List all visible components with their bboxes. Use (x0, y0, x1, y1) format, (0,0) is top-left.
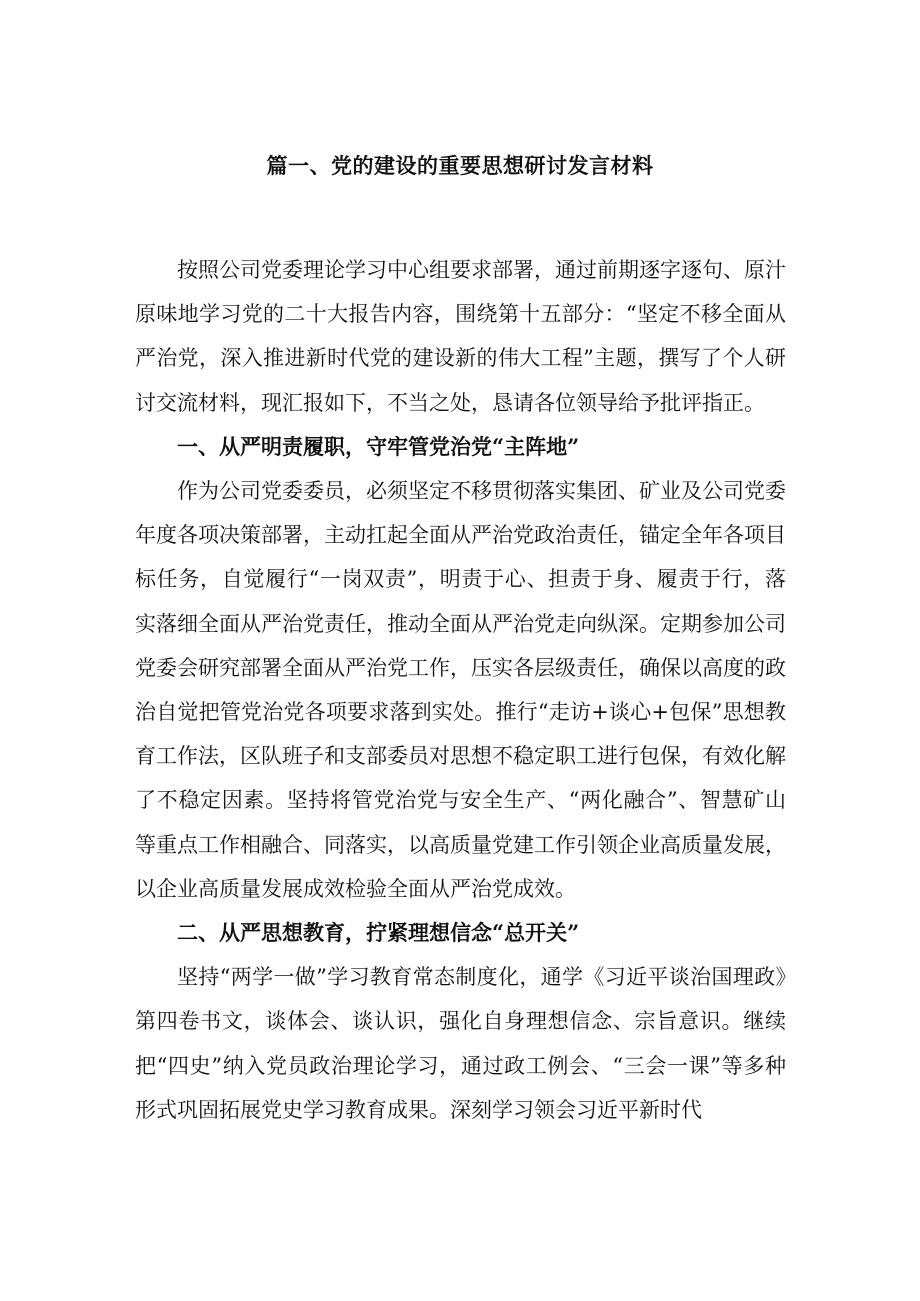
section-1-paragraph: 作为公司党委委员，必须坚定不移贯彻落实集团、矿业及公司党委年度各项决策部署，主动扛起全面从严治党政治责任，锚定全年各项目标任务，自觉履行“一岗双责”，明责于心、担责于身、履责于行，落实落细全面从严治党责任，推动全面从严治党走向纵深。定期参加公司党委会研究部署全面从严治党工作，压实各层级责任，确保以高度的政治自觉把管党治党各项要求落到实处。推行“走访+谈心+包保”思想教育工作法，区队班子和支部委员对思想不稳定职工进行包保，有效化解了不稳定因素。坚持将管党治党与安全生产、“两化融合”、智慧矿山等重点工作相融合、同落实，以高质量党建工作引领企业高质量发展，以企业高质量发展成效检验全面从严治党成效。 (135, 479, 786, 901)
intro-paragraph: 按照公司党委理论学习中心组要求部署，通过前期逐字逐句、原汁原味地学习党的二十大报告内容，围绕第十五部分：“坚定不移全面从严治党，深入推进新时代党的建设新的伟大工程”主题，撰写了个人研讨交流材料，现汇报如下，不当之处，恳请各位领导给予批评指正。 (135, 258, 786, 415)
document-body (135, 248, 786, 1132)
document-title: 篇一、党的建设的重要思想研讨发言材料 (266, 153, 654, 178)
section-2-heading: 二、从严思想教育，拧紧理想信念“总开关” (177, 920, 580, 946)
section-1-heading: 一、从严明责履职，守牢管党治党“主阵地” (177, 433, 580, 459)
section-2-paragraph: 坚持“两学一做”学习教育常态制度化，通学《习近平谈治国理政》第四卷书文，谈体会、谈认识，强化自身理想信念、宗旨意识。继续把“四史”纳入党员政治理论学习，通过政工例会、“三会一课”等多种形式巩固拓展党史学习教育成果。深刻学习领会习近平新时代 (135, 965, 786, 1122)
